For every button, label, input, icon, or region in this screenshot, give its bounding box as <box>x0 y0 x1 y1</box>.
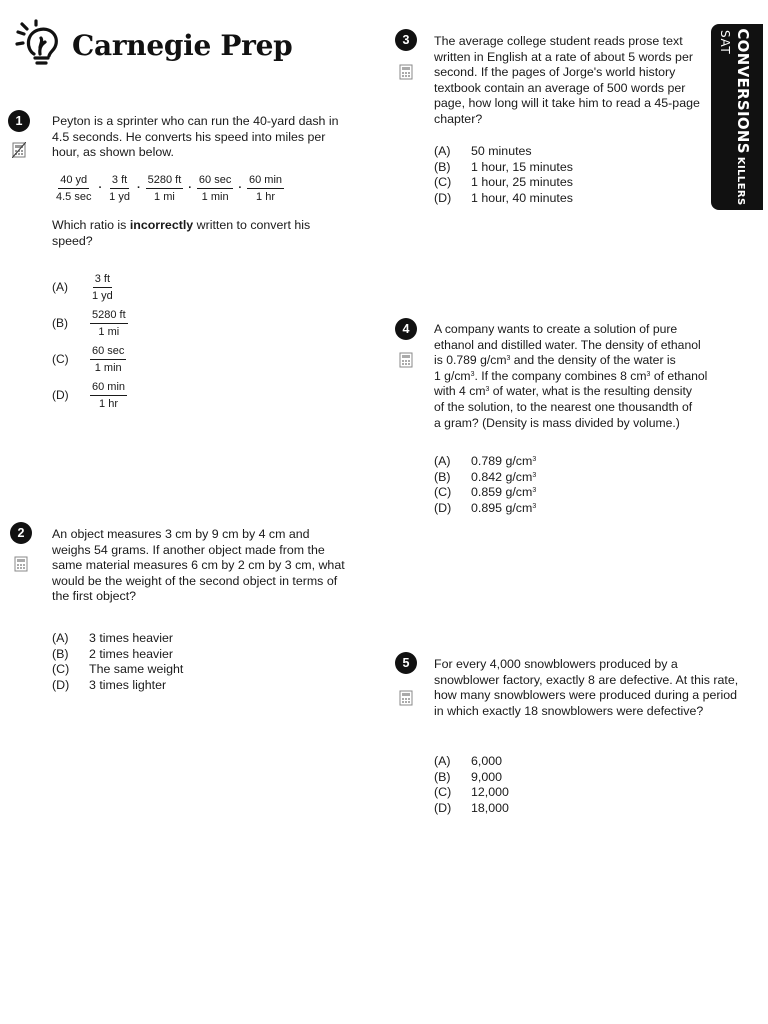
fraction <box>146 173 184 204</box>
denominator: 1 min <box>201 191 229 203</box>
choice-text: 18,000 <box>471 800 509 815</box>
question-number: 5 <box>395 652 417 674</box>
answer-choice[interactable] <box>52 647 183 663</box>
answer-choice[interactable] <box>434 191 573 207</box>
answer-choice[interactable] <box>434 454 536 470</box>
answer-choice[interactable] <box>52 272 117 303</box>
answer-choice[interactable] <box>434 801 509 817</box>
choice-text: 1 hour, 15 minutes <box>471 159 573 174</box>
fraction <box>54 173 93 204</box>
denominator: 1 mi <box>98 326 120 338</box>
choice-letter: (A) <box>434 144 451 158</box>
choice-letter: (B) <box>434 159 451 174</box>
calculator-icon <box>399 352 413 368</box>
choice-text: 12,000 <box>471 785 509 800</box>
numerator: 40 yd <box>58 173 89 189</box>
question-text: An object measures 3 cm by 9 cm by 4 cm and weighs 54 grams. If another object made from the same material measures 6 cm by 2 cm by 3 cm, what would be the weight of the second object in terms of the first object? <box>52 527 345 604</box>
denominator: 1 yd <box>109 191 130 203</box>
section-tab <box>711 24 763 210</box>
calculator-icon <box>14 556 28 572</box>
multiply-dot: · <box>98 181 103 194</box>
answer-choice[interactable] <box>434 485 536 501</box>
text-line: a gram? (Density is mass divided by volume.) <box>434 415 680 430</box>
answer-choices <box>434 754 509 816</box>
choice-letter: (B) <box>52 646 69 661</box>
choice-text: The same weight <box>89 662 184 677</box>
answer-choice[interactable] <box>434 144 573 160</box>
text-line: A company wants to create a solution of pure <box>434 322 678 336</box>
numerator: 60 min <box>247 173 284 189</box>
question-prompt <box>52 218 342 249</box>
choice-text: 3 times heavier <box>89 631 174 645</box>
answer-choice[interactable] <box>52 662 183 678</box>
question-number: 4 <box>395 318 417 340</box>
brand-logo <box>14 18 304 74</box>
answer-choice[interactable] <box>52 344 128 375</box>
choice-text: 9,000 <box>471 769 503 784</box>
section-title: CONVERSIONS <box>733 28 752 154</box>
answer-choices <box>52 631 183 693</box>
section-subtitle: KILLERS <box>734 156 746 206</box>
choice-letter: (A) <box>434 754 451 768</box>
lightbulb-icon <box>14 18 70 74</box>
calculator-icon <box>399 690 413 706</box>
choice-text: 0.789 $g/cm^3$ <box>471 454 537 468</box>
denominator: 4.5 sec <box>56 191 92 203</box>
choice-letter: (D) <box>434 500 452 515</box>
multiply-dot: · <box>188 181 192 194</box>
text-line: of the solution, to the nearest one thousandth of <box>434 399 693 414</box>
answer-choice[interactable] <box>434 770 509 786</box>
choice-letter: (B) <box>434 769 451 784</box>
prompt-text: Which ratio is <box>52 218 130 232</box>
numerator: 60 sec <box>90 344 126 360</box>
choice-letter: (D) <box>434 190 452 205</box>
answer-choice[interactable] <box>434 754 509 770</box>
prompt-text: written to convert his speed? <box>52 218 311 248</box>
denominator: 1 yd <box>92 290 113 302</box>
choice-letter: (D) <box>52 387 69 402</box>
choice-letter: (B) <box>434 469 451 484</box>
choice-letter: (D) <box>434 800 452 815</box>
fraction <box>197 173 233 204</box>
text-line: ethanol and distilled water. The density of ethanol <box>434 337 701 352</box>
multiply-dot: · <box>238 181 243 194</box>
answer-choice[interactable] <box>52 678 183 694</box>
numerator: 60 sec <box>197 173 233 189</box>
choice-letter: (A) <box>52 279 68 294</box>
choice-letter: (C) <box>52 351 69 366</box>
choice-letter: (C) <box>434 485 452 500</box>
text-line: is 0.789 $g/cm^3$ and the density of the water is <box>434 353 676 368</box>
answer-choice[interactable] <box>434 160 573 176</box>
answer-choices <box>434 144 573 206</box>
section-level: SAT <box>718 30 732 55</box>
choice-text: 0.842 $g/cm^3$ <box>471 469 537 484</box>
conversion-expression <box>52 173 286 204</box>
fraction <box>247 173 284 204</box>
text-line: 1 $g/cm^3$. If the company combines 8 $cm^3$ of ethanol <box>434 368 708 383</box>
answer-choice[interactable] <box>434 501 536 517</box>
choice-letter: (B) <box>52 315 68 330</box>
choice-letter: (C) <box>52 662 70 677</box>
numerator: 5280 ft <box>146 173 184 189</box>
choice-text: 0.895 $g/cm^3$ <box>471 500 537 515</box>
choice-text: 6,000 <box>471 754 503 768</box>
choice-text: 2 times heavier <box>89 646 174 661</box>
numerator: 5280 ft <box>90 308 128 324</box>
answer-choices <box>434 454 536 516</box>
numerator: 60 min <box>90 380 127 396</box>
numerator: 3 ft <box>110 173 129 189</box>
denominator: 1 min <box>94 362 122 374</box>
question-number: 2 <box>10 522 32 544</box>
question-number: 3 <box>395 29 417 51</box>
text-line: with 4 $cm^3$ of water, what is the resulting density <box>434 384 692 399</box>
prompt-emphasis: incorrectly <box>129 218 194 232</box>
choice-letter: (A) <box>434 454 451 468</box>
calculator-icon <box>399 64 413 80</box>
choice-text: 0.859 $g/cm^3$ <box>471 485 537 500</box>
choice-letter: (D) <box>52 677 70 692</box>
answer-choice[interactable] <box>52 308 130 339</box>
answer-choice[interactable] <box>434 470 536 486</box>
answer-choice[interactable] <box>52 380 129 411</box>
section-tab-label <box>732 28 750 205</box>
answer-choice[interactable] <box>434 785 509 801</box>
question-text: For every 4,000 snowblowers produced by a snowblower factory, exactly 8 are defective. At this rate, how many snowblowers were produced during a period in which exactly 18 snowblowers were defective? <box>434 657 739 718</box>
choice-letter: (C) <box>434 785 452 800</box>
multiply-dot: · <box>136 181 141 194</box>
choice-letter: (A) <box>52 631 69 645</box>
answer-choice[interactable] <box>434 175 573 191</box>
denominator: 1 hr <box>99 398 118 410</box>
choice-letter: (C) <box>434 175 452 190</box>
choice-text: 1 hour, 25 minutes <box>471 175 573 190</box>
choice-text: 1 hour, 40 minutes <box>471 190 573 205</box>
choice-text: 50 minutes <box>471 144 532 158</box>
numerator: 3 ft <box>93 272 112 288</box>
question-text: The average college student reads prose text written in English at a rate of about 5 words per second. If the pages of Jorge's world history textbook contain an average of 500 words per page, how long will it take him to read a 45-page chapter? <box>434 34 700 126</box>
answer-choice[interactable] <box>52 631 183 647</box>
no-calculator-icon <box>12 142 26 158</box>
brand-name: Carnegie Prep <box>72 29 293 62</box>
question-text: Peyton is a sprinter who can run the 40-yard dash in 4.5 seconds. He converts his speed into miles per hour, as shown below. <box>52 114 339 160</box>
fraction <box>107 173 132 204</box>
question-number: 1 <box>8 110 30 132</box>
denominator: 1 hr <box>256 191 276 203</box>
choice-text: 3 times lighter <box>89 677 167 692</box>
question-text <box>434 322 754 431</box>
denominator: 1 mi <box>154 191 175 203</box>
